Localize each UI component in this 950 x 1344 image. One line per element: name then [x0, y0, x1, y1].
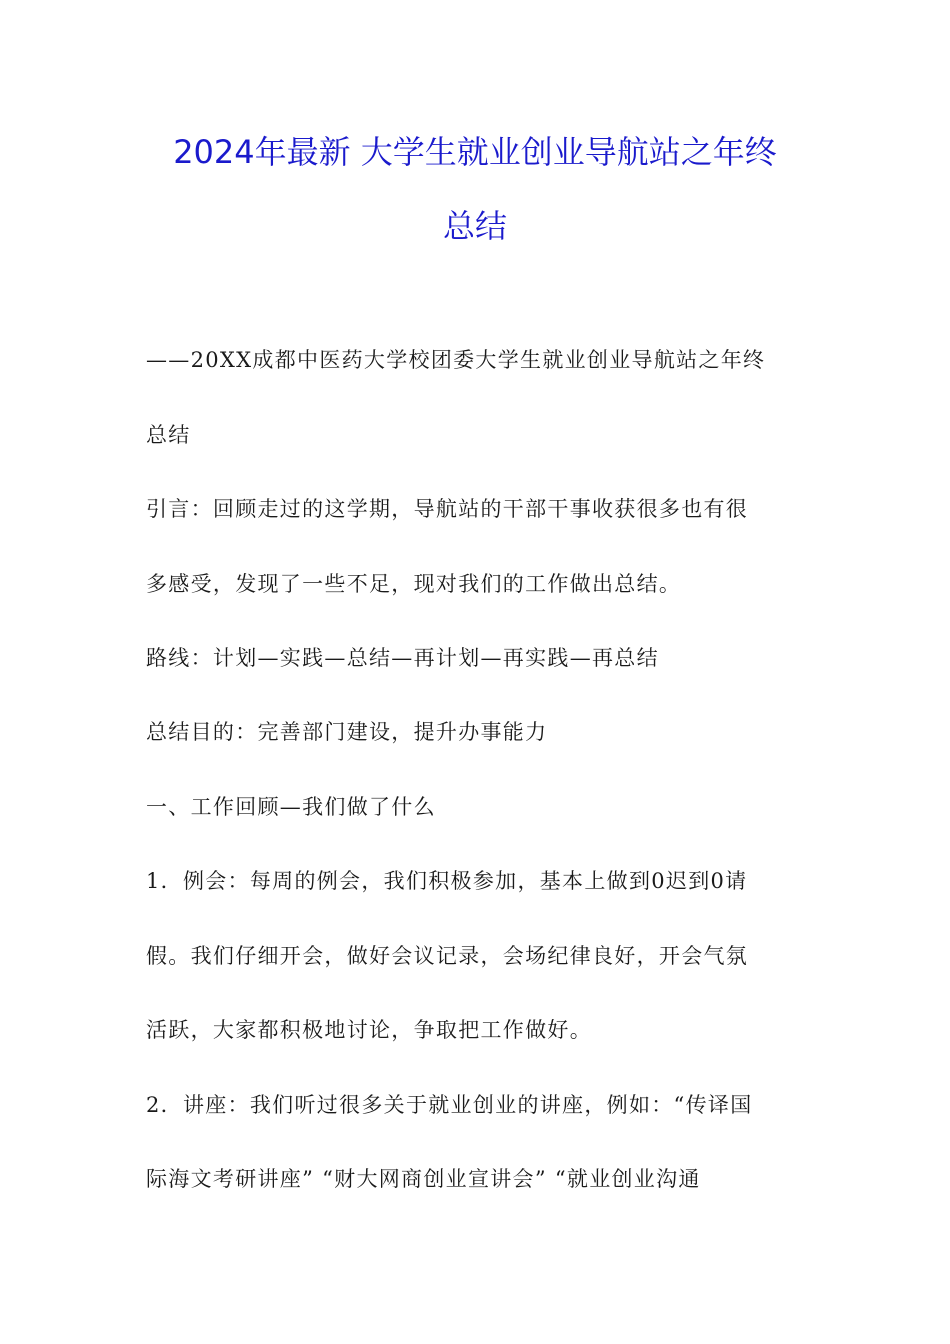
document-title-line-1: 2024年最新 大学生就业创业导航站之年终: [173, 133, 777, 171]
section-heading: 一、工作回顾—我们做了什么: [146, 795, 436, 819]
paragraph-line: 假。我们仔细开会，做好会议记录，会场纪律良好，开会气氛: [146, 944, 749, 968]
paragraph-line: 活跃，大家都积极地讨论，争取把工作做好。: [146, 1018, 592, 1042]
paragraph-line: 际海文考研讲座” “财大网商创业宣讲会” “就业创业沟通: [146, 1167, 701, 1191]
paragraph-line: 1．例会：每周的例会，我们积极参加，基本上做到0迟到0请: [146, 869, 748, 893]
document-title-line-2: 总结: [442, 207, 507, 245]
intro-paragraph-line: 多感受，发现了一些不足，现对我们的工作做出总结。: [146, 572, 682, 596]
subtitle-line-continued: 总结: [146, 423, 191, 447]
route-line: 路线：计划—实践—总结—再计划—再实践—再总结: [146, 646, 659, 670]
paragraph-line: 2．讲座：我们听过很多关于就业创业的讲座，例如：“传译国: [146, 1093, 753, 1117]
intro-paragraph-line: 引言：回顾走过的这学期，导航站的干部干事收获很多也有很: [146, 497, 749, 521]
purpose-line: 总结目的：完善部门建设，提升办事能力: [146, 720, 548, 744]
subtitle-line: ——20XX成都中医药大学校团委大学生就业创业导航站之年终: [146, 348, 766, 372]
